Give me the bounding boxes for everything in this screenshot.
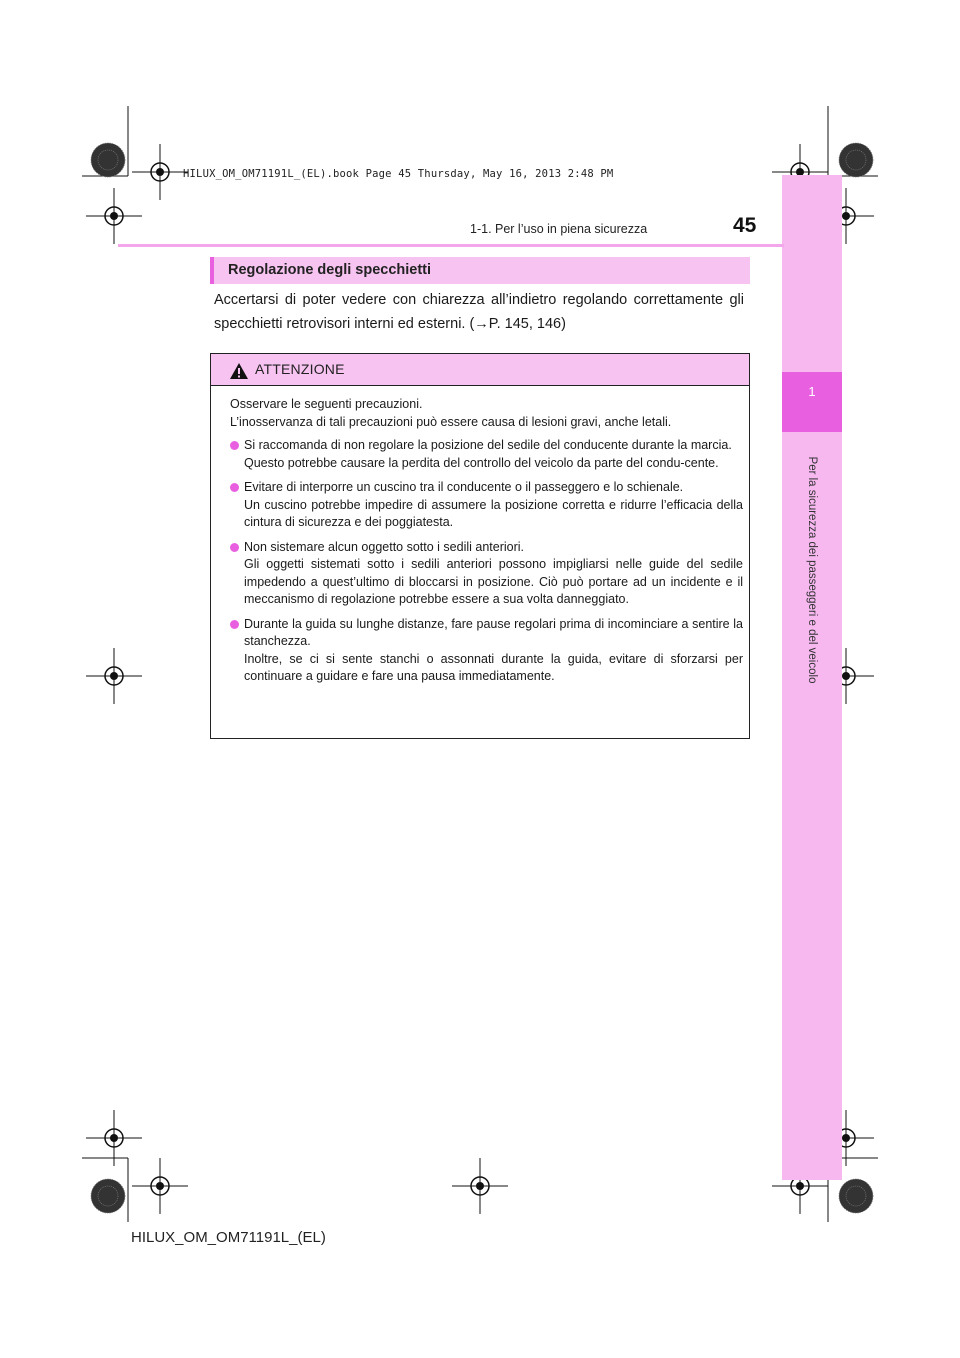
bullet-dot-icon	[230, 441, 239, 450]
bullet-dot-icon	[230, 620, 239, 629]
caution-intro-line: L’inosservanza di tali precauzioni può essere causa di lesioni gravi, anche letali.	[230, 414, 672, 429]
bullet-detail: Gli oggetti sistemati sotto i sedili anteriori possono impigliarsi nelle guide del sedile impedendo a quest’ultimo di bloccarsi in posizione. Ciò può portare ad un incidente e il meccanismo di regolazione potrebbe essere a sua volta danneggiato.	[244, 557, 743, 606]
bullet-dot-icon	[230, 543, 239, 552]
bullet-dot-icon	[230, 483, 239, 492]
chapter-number: 1	[808, 384, 816, 399]
chapter-number-box	[782, 372, 842, 432]
bullet-detail: Un cuscino potrebbe impedire di assumere la posizione corretta e ridurre l’efficacia della cintura di sicurezza e dei poggiatesta.	[244, 497, 743, 529]
caution-bullet	[230, 616, 743, 686]
caution-bullet	[230, 539, 743, 609]
caution-box	[210, 353, 750, 739]
section-heading-bar	[210, 257, 750, 284]
warning-triangle-icon	[229, 362, 249, 380]
caution-header	[211, 354, 749, 386]
caution-body	[230, 396, 743, 693]
bullet-lead: Durante la guida su lunghe distanze, fare pause regolari prima di incominciare a sentire la stanchezza.	[244, 616, 743, 648]
section-heading: Regolazione degli specchietti	[228, 262, 432, 278]
bullet-lead: Non sistemare alcun oggetto sotto i sedili anteriori.	[244, 539, 525, 554]
caution-bullet	[230, 437, 743, 472]
caution-intro	[230, 396, 743, 431]
page-number: 45	[733, 214, 757, 237]
caution-bullet	[230, 479, 743, 532]
header-rule	[118, 244, 784, 247]
bullet-detail: Inoltre, se ci si sente stanchi o assonnati durante la guida, evitare di sforzarsi per continuare a guidare e fare una pausa immediatamente.	[244, 651, 743, 683]
file-stamp: HILUX_OM_OM71191L_(EL).book Page 45 Thursday, May 16, 2013 2:48 PM	[183, 168, 614, 180]
bullet-detail: Questo potrebbe causare la perdita del controllo del veicolo da parte del condu-cente.	[244, 455, 719, 470]
chapter-label: Per la sicurezza dei passeggeri e del veicolo	[806, 456, 818, 684]
bullet-lead: Evitare di interporre un cuscino tra il conducente o il passeggero e lo schienale.	[244, 480, 684, 494]
caution-title: ATTENZIONE	[255, 361, 345, 377]
section-paragraph: Accertarsi di poter vedere con chiarezza all’indietro regolando correttamente gli specchietti retrovisori interni ed esterni. (→P. 145, 146)	[214, 292, 744, 332]
document-code: HILUX_OM_OM71191L_(EL)	[131, 1229, 326, 1246]
running-header-title: 1-1. Per l’uso in piena sicurezza	[470, 222, 648, 236]
bullet-lead: Si raccomanda di non regolare la posizione del sedile del conducente durante la marcia.	[244, 438, 732, 452]
caution-intro-line: Osservare le seguenti precauzioni.	[230, 397, 423, 411]
